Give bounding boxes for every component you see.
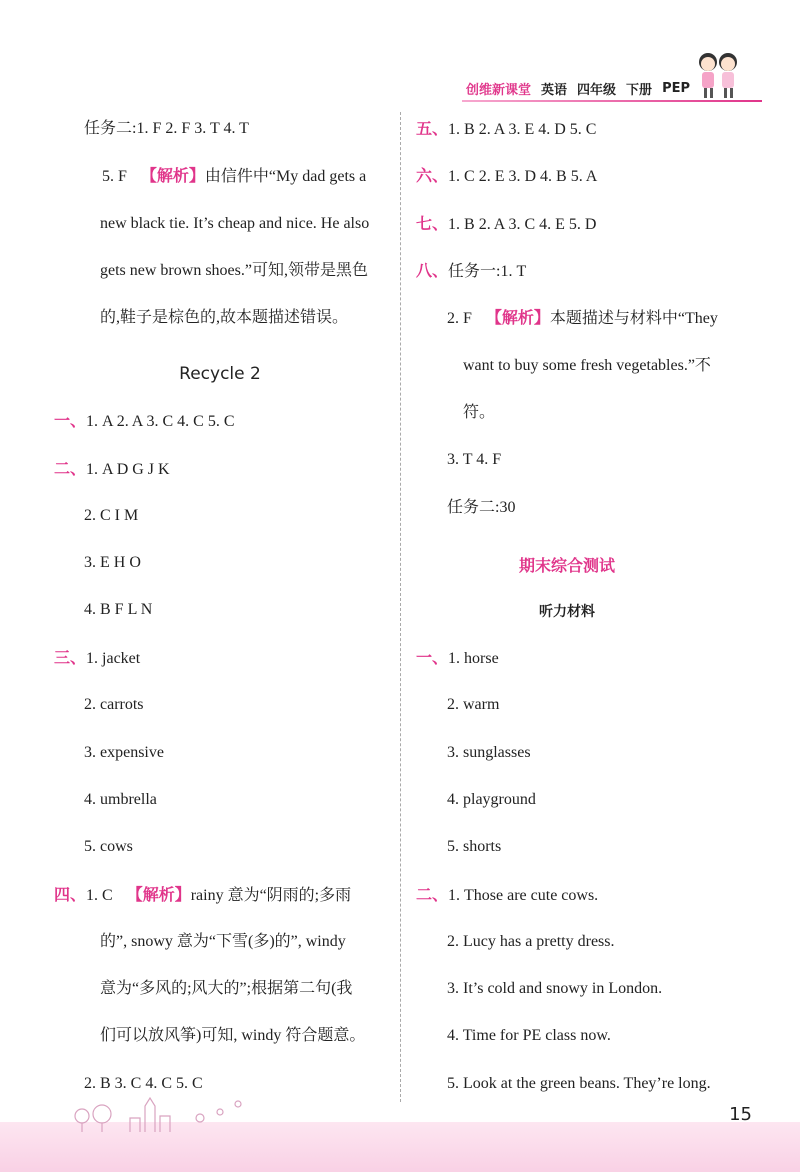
listening-title: 听力材料 [539, 604, 595, 620]
listening-1-line-3: 3. sunglasses [447, 744, 531, 761]
listening-2-line-2: 2. Lucy has a pretty dress. [447, 933, 615, 950]
section-mark: 一、 [54, 411, 87, 430]
section-3-answers: 1. jacket [86, 650, 141, 667]
section-3-line-3: 3. expensive [84, 744, 164, 761]
section-2-line-2: 2. C I M [84, 507, 139, 524]
section-4-line-5: 2. B 3. C 4. C 5. C [84, 1075, 203, 1092]
section-2-answers: 1. A D G J K [86, 461, 170, 478]
section-5 [416, 119, 596, 140]
section-4-line-4: 们可以放风筝)可知, windy 符合题意。 [100, 1027, 366, 1044]
edition: PEP [662, 80, 690, 96]
section-2-line-3: 3. E H O [84, 554, 141, 571]
cartoon-girls-icon [690, 46, 746, 102]
q5-line-4: 的,鞋子是棕色的,故本题描述错误。 [100, 309, 349, 326]
volume: 下册 [626, 82, 653, 98]
section-8 [416, 261, 526, 282]
section-8-line-4: 3. T 4. F [447, 451, 502, 468]
section-6 [416, 166, 597, 187]
section-mark: 二、 [54, 459, 87, 478]
grade: 四年级 [577, 82, 617, 98]
section-mark: 三、 [54, 648, 87, 667]
exam-title: 期末综合测试 [518, 556, 615, 575]
section-4-line-3: 意为“多风的;风大的”;根据第二句(我 [100, 980, 353, 997]
section-3-line-4: 4. umbrella [84, 791, 157, 808]
section-8-line-2: want to buy some fresh vegetables.”不 [463, 357, 711, 374]
brand-name: 创维新课堂 [466, 82, 532, 98]
section-8-q2 [447, 308, 718, 329]
section-4-line-2: 的”, snowy 意为“下雪(多)的”, windy [100, 933, 346, 950]
analysis-tag: 【解析】 [485, 308, 550, 327]
listening-1-line-5: 5. shorts [447, 838, 502, 855]
castle-decoration-icon [70, 1092, 260, 1132]
recycle-title: Recycle 2 [179, 364, 261, 384]
section-mark: 八、 [416, 261, 449, 280]
section-6-answers: 1. C 2. E 3. D 4. B 5. A [448, 168, 598, 185]
q5-text: 由信件中“My dad gets a [204, 168, 367, 185]
q5-explanation [102, 166, 366, 187]
listening-1-line-4: 4. playground [447, 791, 536, 808]
section-mark: 五、 [416, 119, 449, 138]
column-divider [400, 112, 401, 1102]
listening-2-item: 1. Those are cute cows. [448, 887, 599, 904]
section-1 [54, 411, 235, 432]
page-header [466, 76, 690, 100]
section-3 [54, 648, 140, 669]
subject: 英语 [541, 82, 568, 98]
section-7-answers: 1. B 2. A 3. C 4. E 5. D [448, 216, 597, 233]
section-mark: 四、 [54, 885, 87, 904]
q5-line-3: gets new brown shoes.”可知,领带是黑色 [100, 262, 368, 279]
listening-1 [416, 648, 499, 669]
section-8-line-3: 符。 [463, 404, 496, 421]
task2-answers: 任务二:1. F 2. F 3. T 4. T [84, 120, 249, 137]
page-number: 15 [729, 1104, 752, 1125]
q5-line-2: new black tie. It’s cheap and nice. He also [100, 215, 370, 232]
listening-1-item: 1. horse [448, 650, 499, 667]
section-3-line-5: 5. cows [84, 838, 133, 855]
analysis-tag: 【解析】 [126, 885, 191, 904]
listening-2-line-4: 4. Time for PE class now. [447, 1027, 611, 1044]
section-5-answers: 1. B 2. A 3. E 4. D 5. C [448, 121, 597, 138]
section-1-answers: 1. A 2. A 3. C 4. C 5. C [86, 413, 235, 430]
section-4-number: 1. C [86, 887, 113, 904]
section-mark: 六、 [416, 166, 449, 185]
section-mark: 七、 [416, 214, 449, 233]
header-rule [462, 100, 762, 102]
section-mark: 二、 [416, 885, 449, 904]
section-4-text: rainy 意为“阴雨的;多雨 [190, 887, 352, 904]
section-7 [416, 214, 596, 235]
listening-1-line-2: 2. warm [447, 696, 500, 713]
analysis-tag: 【解析】 [140, 166, 205, 185]
section-mark: 一、 [416, 648, 449, 667]
listening-2-line-3: 3. It’s cold and snowy in London. [447, 980, 663, 997]
listening-2-line-5: 5. Look at the green beans. They’re long. [447, 1075, 711, 1092]
q2-text: 本题描述与材料中“They [549, 310, 718, 327]
section-8-task2: 任务二:30 [447, 499, 516, 516]
q2-number: 2. F [447, 310, 472, 327]
listening-2 [416, 885, 598, 906]
section-2 [54, 459, 170, 480]
section-4 [54, 885, 351, 906]
q5-number: 5. F [102, 168, 127, 185]
section-2-line-4: 4. B F L N [84, 601, 153, 618]
section-8-answers: 任务一:1. T [448, 263, 527, 280]
section-3-line-2: 2. carrots [84, 696, 144, 713]
